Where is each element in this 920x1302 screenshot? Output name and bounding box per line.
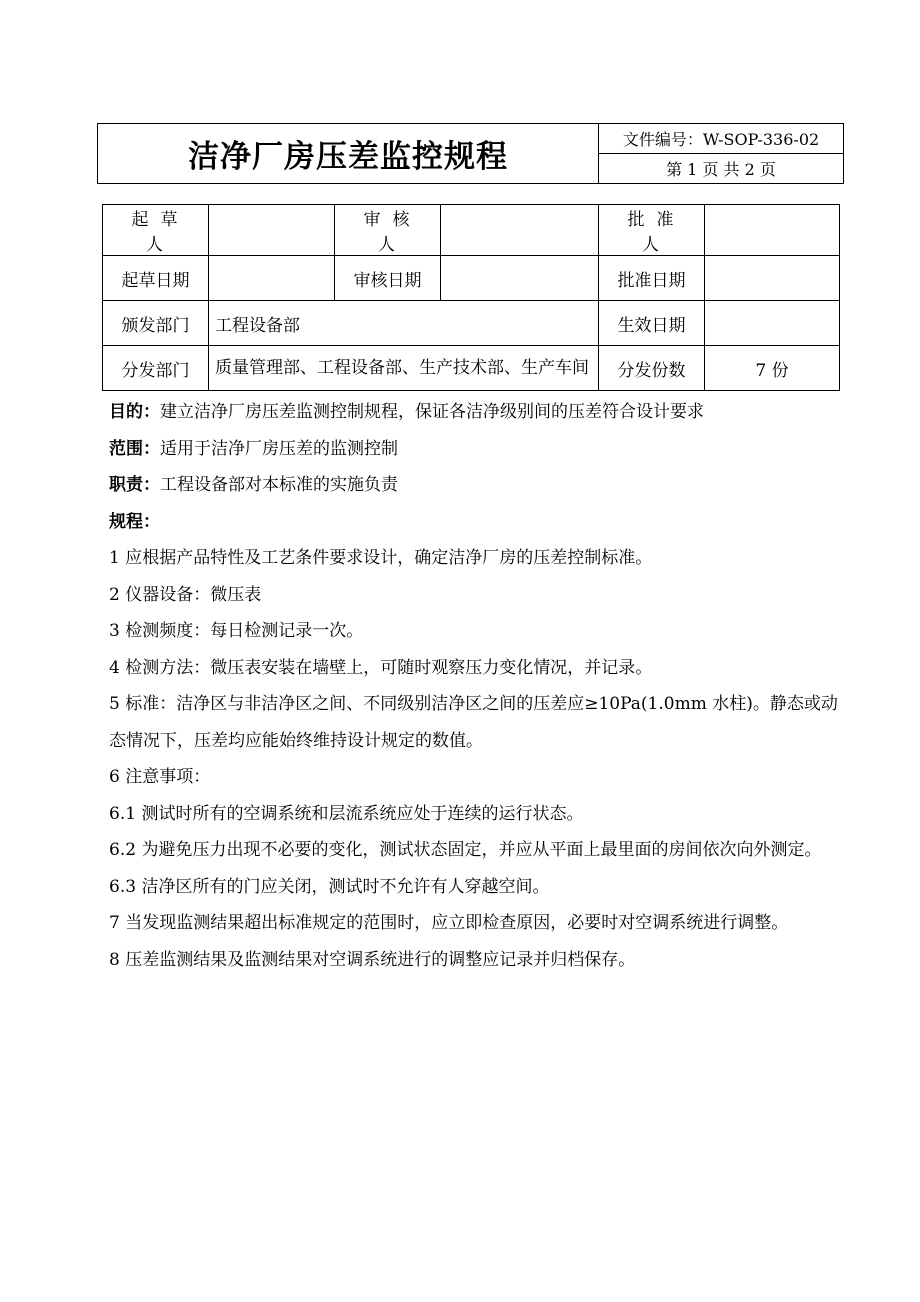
list-item: 6.2 为避免压力出现不必要的变化，测试状态固定，并应从平面上最里面的房间依次向外测定。	[109, 840, 822, 860]
duty-paragraph	[109, 467, 844, 504]
dist-dept-label: 分发部门	[103, 346, 209, 391]
list-item: 5 标准：洁净区与非洁净区之间、不同级别洁净区之间的压差应≥10Pa(1.0mm 水柱)。静态或动态情况下，压差均应能始终维持设计规定的数值。	[109, 694, 838, 751]
approver-label: 批准人	[599, 205, 705, 256]
draft-date-value	[209, 256, 335, 301]
list-item: 1 应根据产品特性及工艺条件要求设计，确定洁净厂房的压差控制标准。	[109, 548, 653, 568]
list-item: 2 仪器设备：微压表	[109, 584, 262, 605]
approve-date-value	[705, 256, 840, 301]
table-row	[103, 256, 840, 301]
list-item: 8 压差监测结果及监测结果对空调系统进行的调整应记录并归档保存。	[109, 949, 636, 970]
document-number: 文件编号：W-SOP-336-02	[599, 124, 843, 154]
copies-label: 分发份数	[599, 346, 705, 391]
page-indicator: 第 1 页 共 2 页	[666, 160, 776, 179]
duty-label: 职责：	[109, 475, 160, 495]
approver-value	[705, 205, 840, 256]
issue-dept-label: 颁发部门	[103, 301, 209, 346]
list-item: 3 检测频度：每日检测记录一次。	[109, 621, 364, 641]
reviewer-value	[441, 205, 599, 256]
list-item: 6 注意事项：	[109, 767, 211, 787]
duty-text: 工程设备部对本标准的实施负责	[160, 475, 398, 495]
table-row	[103, 301, 840, 346]
issue-dept-value: 工程设备部	[209, 301, 599, 346]
approval-table	[102, 204, 840, 391]
list-item: 4 检测方法：微压表安装在墙壁上，可随时观察压力变化情况，并记录。	[109, 657, 653, 678]
list-item: 7 当发现监测结果超出标准规定的范围时，应立即检查原因，必要时对空调系统进行调整。	[109, 913, 789, 933]
list-item: 6.1 测试时所有的空调系统和层流系统应处于连续的运行状态。	[109, 803, 584, 824]
document-body	[109, 394, 844, 978]
effective-date-label: 生效日期	[599, 301, 705, 346]
table-row	[103, 346, 840, 391]
table-row	[103, 205, 840, 256]
purpose-text: 建立洁净厂房压差监测控制规程，保证各洁净级别间的压差符合设计要求	[160, 402, 704, 422]
drafter-label: 起草人	[103, 205, 209, 256]
copies-value: 7 份	[705, 346, 840, 391]
document-meta	[599, 124, 843, 183]
scope-label: 范围：	[109, 438, 160, 459]
scope-paragraph	[109, 431, 844, 468]
list-item: 6.3 洁净区所有的门应关闭，测试时不允许有人穿越空间。	[109, 876, 550, 897]
reviewer-label: 审核人	[335, 205, 441, 256]
effective-date-value	[705, 301, 840, 346]
document-title: 洁净厂房压差监控规程	[98, 124, 599, 183]
document-header	[97, 123, 844, 184]
dist-dept-value: 质量管理部、工程设备部、生产技术部、生产车间	[209, 346, 599, 391]
procedure-label: 规程：	[109, 511, 160, 532]
drafter-value	[209, 205, 335, 256]
draft-date-label: 起草日期	[103, 256, 209, 301]
approve-date-label: 批准日期	[599, 256, 705, 301]
purpose-paragraph	[109, 394, 844, 431]
review-date-label: 审核日期	[335, 256, 441, 301]
procedure-heading	[109, 504, 844, 541]
scope-text: 适用于洁净厂房压差的监测控制	[160, 438, 398, 459]
review-date-value	[441, 256, 599, 301]
purpose-label: 目的：	[109, 402, 160, 422]
